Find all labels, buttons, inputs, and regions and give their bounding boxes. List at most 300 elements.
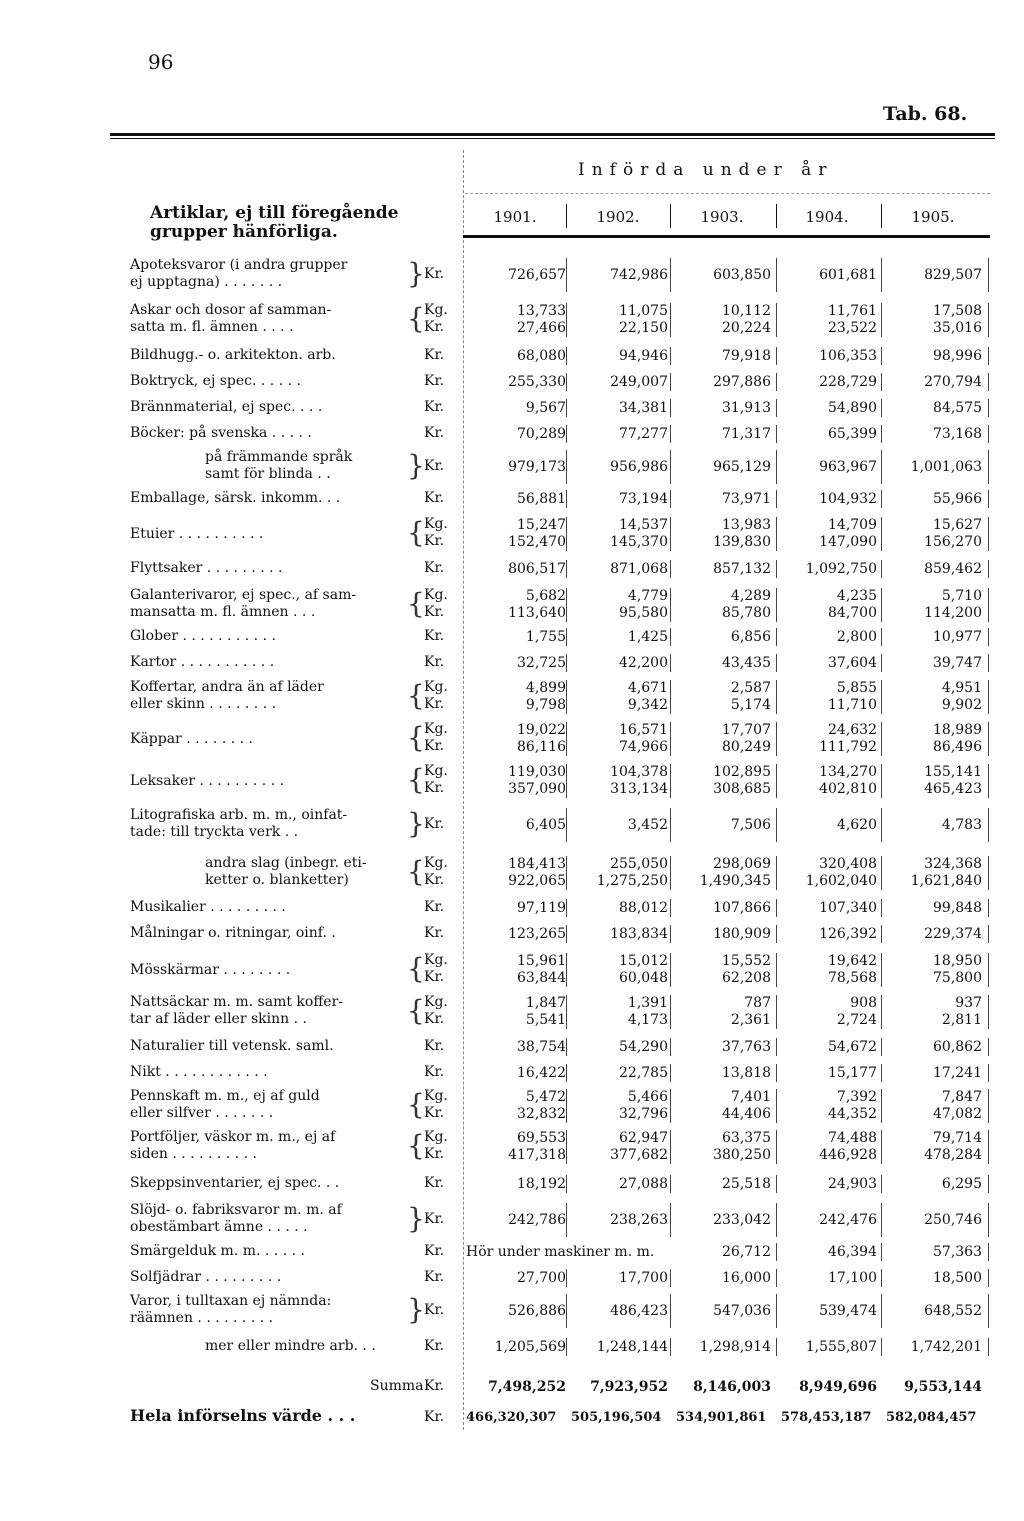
column-rule: [988, 1175, 989, 1193]
row-unit: Kg.: [424, 855, 448, 871]
column-rule: [776, 1089, 777, 1123]
brace-glyph: {: [407, 994, 425, 1027]
cell-value: 908: [850, 995, 877, 1011]
column-rule: [988, 1243, 989, 1261]
column-rule: [566, 399, 567, 417]
cell-value: 69,553: [517, 1130, 566, 1146]
cell-value: 806,517: [508, 561, 566, 577]
cell-value: 60,048: [619, 970, 668, 986]
column-rule: [988, 1203, 989, 1237]
cell-value: 2,811: [941, 1012, 982, 1028]
cell-value: 80,249: [722, 739, 771, 755]
row-label: Koffertar, andra än af läder: [130, 679, 324, 695]
row-label: Apoteksvaror (i andra grupper: [130, 257, 348, 273]
cell-value: 13,818: [722, 1065, 771, 1081]
column-rule: [776, 303, 777, 337]
column-rule: [776, 764, 777, 798]
row-unit: Kr.: [424, 899, 445, 915]
column-rule: [670, 856, 671, 890]
cell-value: 9,342: [627, 697, 668, 713]
row-label: Skeppsinventarier, ej spec. . .: [130, 1175, 340, 1191]
cell-value: 107,866: [713, 900, 771, 916]
cell-value: 102,895: [713, 764, 771, 780]
row-unit: Kr.: [424, 1146, 445, 1162]
column-rule: [881, 347, 882, 365]
cell-value: 27,700: [517, 1270, 566, 1286]
cell-value: 486,423: [610, 1303, 668, 1319]
row-label: mansatta m. fl. ämnen . . .: [130, 604, 316, 620]
row-unit: Kr.: [424, 373, 445, 389]
column-rule: [670, 1089, 671, 1123]
row-label: Pennskaft m. m., ej af guld: [130, 1088, 320, 1104]
cell-value: 1,555,807: [805, 1339, 877, 1355]
column-rule: [776, 654, 777, 672]
column-rule: [776, 953, 777, 987]
column-rule: [776, 856, 777, 890]
column-rule: [881, 1243, 882, 1261]
column-rule: [881, 1338, 882, 1356]
column-rule: [566, 303, 567, 337]
cell-value: 1,742,201: [910, 1339, 982, 1355]
row-label: Emballage, särsk. inkomm. . .: [130, 490, 341, 506]
cell-value: 1,621,840: [910, 873, 982, 889]
cell-value: 73,168: [933, 426, 982, 442]
brace-glyph: }: [407, 1293, 425, 1326]
column-rule: [776, 1294, 777, 1328]
column-rule: [566, 373, 567, 391]
cell-value: 648,552: [924, 1303, 982, 1319]
table-row: [0, 1130, 1024, 1164]
column-rule: [988, 680, 989, 714]
column-rule: [566, 258, 567, 292]
column-rule: [670, 425, 671, 443]
column-rule: [776, 1064, 777, 1082]
row-unit: Kr.: [424, 628, 445, 644]
cell-value: 111,792: [819, 739, 877, 755]
cell-value: 98,996: [933, 348, 982, 364]
column-rule: [566, 588, 567, 622]
summa-row: [0, 1377, 1024, 1397]
row-unit: Kg.: [424, 721, 448, 737]
cell-value: 27,466: [517, 320, 566, 336]
cell-value: 56,881: [517, 491, 566, 507]
column-rule: [566, 764, 567, 798]
cell-value: 24,632: [828, 722, 877, 738]
brace-glyph: {: [407, 679, 425, 712]
cell-value: 5,174: [730, 697, 771, 713]
column-rule: [566, 722, 567, 756]
cell-value: 147,090: [819, 534, 877, 550]
column-rule: [670, 490, 671, 508]
cell-value: 5,710: [941, 588, 982, 604]
column-rule: [670, 808, 671, 842]
cell-value: 4,289: [730, 588, 771, 604]
cell-value: 297,886: [713, 374, 771, 390]
row-unit: Kr.: [424, 560, 445, 576]
year-divider: [566, 204, 567, 228]
cell-value: 4,620: [836, 817, 877, 833]
row-label: Bildhugg.- o. arkitekton. arb.: [130, 347, 336, 363]
row-unit: Kg.: [424, 1088, 448, 1104]
cell-value: 859,462: [924, 561, 982, 577]
cell-value: 34,381: [619, 400, 668, 416]
cell-value: 1,490,345: [699, 873, 771, 889]
column-rule: [988, 764, 989, 798]
brace-glyph: }: [407, 1202, 425, 1235]
column-rule: [670, 722, 671, 756]
table-row: [0, 1175, 1024, 1193]
row-label: Musikalier . . . . . . . . .: [130, 899, 286, 915]
column-rule: [881, 1130, 882, 1164]
column-rule: [670, 764, 671, 798]
header-divider: [465, 193, 990, 195]
column-rule: [988, 654, 989, 672]
brace-glyph: }: [407, 449, 425, 482]
column-rule: [670, 303, 671, 337]
cell-value: 73,971: [722, 491, 771, 507]
cell-value: 1,275,250: [596, 873, 668, 889]
column-rule: [566, 490, 567, 508]
table-row: [0, 654, 1024, 672]
table-row: [0, 764, 1024, 798]
cell-value: 63,844: [517, 970, 566, 986]
column-rule: [988, 856, 989, 890]
row-label: Galanterivaror, ej spec., af sam-: [130, 587, 357, 603]
column-rule: [776, 399, 777, 417]
cell-value: 15,627: [933, 517, 982, 533]
cell-value: 183,834: [610, 926, 668, 942]
cell-value: 16,000: [722, 1270, 771, 1286]
row-unit: Kg.: [424, 516, 448, 532]
column-rule: [988, 1130, 989, 1164]
column-rule: [988, 490, 989, 508]
column-rule: [776, 373, 777, 391]
cell-value: 270,794: [924, 374, 982, 390]
cell-value: 44,406: [722, 1106, 771, 1122]
column-rule: [566, 856, 567, 890]
column-rule: [881, 654, 882, 672]
row-unit: Kr.: [424, 319, 445, 335]
cell-value: 97,119: [517, 900, 566, 916]
row-unit: Kr.: [424, 425, 445, 441]
cell-value: 9,902: [941, 697, 982, 713]
row-unit: Kr.: [424, 738, 445, 754]
cell-value: 829,507: [924, 267, 982, 283]
cell-value: 54,672: [828, 1039, 877, 1055]
column-rule: [670, 1064, 671, 1082]
cell-value: 233,042: [713, 1212, 771, 1228]
cell-value: 65,399: [828, 426, 877, 442]
cell-value: 380,250: [713, 1147, 771, 1163]
column-rule: [566, 628, 567, 646]
table-row: [0, 1294, 1024, 1328]
column-rule: [776, 628, 777, 646]
year-header-1904: 1904.: [805, 208, 849, 226]
cell-value: 249,007: [610, 374, 668, 390]
row-label: Varor, i tulltaxan ej nämnda:: [130, 1293, 332, 1309]
column-rule: [776, 925, 777, 943]
cell-value: 14,537: [619, 517, 668, 533]
cell-value: 465,423: [924, 781, 982, 797]
cell-value: 965,129: [713, 459, 771, 475]
cell-value: 1,391: [627, 995, 668, 1011]
row-label: Solfjädrar . . . . . . . . .: [130, 1269, 282, 1285]
summa-value: 8,949,696: [799, 1379, 877, 1395]
cell-value: 32,796: [619, 1106, 668, 1122]
cell-value: 10,112: [722, 303, 771, 319]
column-rule: [988, 303, 989, 337]
cell-value: 4,783: [941, 817, 982, 833]
cell-value: 95,580: [619, 605, 668, 621]
column-rule: [988, 560, 989, 578]
cell-value: 104,378: [610, 764, 668, 780]
row-unit: Kr.: [424, 604, 445, 620]
cell-value: 478,284: [924, 1147, 982, 1163]
cell-value: 1,205,569: [494, 1339, 566, 1355]
cell-value: 23,522: [828, 320, 877, 336]
column-rule: [776, 1038, 777, 1056]
column-rule: [776, 1269, 777, 1287]
summa-value: 9,553,144: [904, 1379, 982, 1395]
cell-value: 1,602,040: [805, 873, 877, 889]
column-rule: [566, 1089, 567, 1123]
column-rule: [776, 517, 777, 551]
cell-value: 726,657: [508, 267, 566, 283]
cell-value: 27,088: [619, 1176, 668, 1192]
cell-value: 39,747: [933, 655, 982, 671]
cell-value: 255,330: [508, 374, 566, 390]
brace-glyph: {: [407, 721, 425, 754]
row-unit: Kr.: [424, 1105, 445, 1121]
table-row: [0, 347, 1024, 365]
cell-value: 2,361: [730, 1012, 771, 1028]
cell-value: 88,012: [619, 900, 668, 916]
table-row: [0, 856, 1024, 890]
cell-value: 25,518: [722, 1176, 771, 1192]
cell-value: 74,488: [828, 1130, 877, 1146]
column-rule: [988, 1089, 989, 1123]
row-unit: Kg.: [424, 763, 448, 779]
column-rule: [988, 1338, 989, 1356]
row-unit: Kr.: [424, 1038, 445, 1054]
column-rule: [881, 953, 882, 987]
cell-value: 2,800: [836, 629, 877, 645]
cell-value: 18,989: [933, 722, 982, 738]
column-rule: [776, 1338, 777, 1356]
total-import-label: Hela införselns värde . . .: [130, 1406, 356, 1425]
column-rule: [881, 722, 882, 756]
row-label: Leksaker . . . . . . . . . .: [130, 772, 285, 789]
column-rule: [881, 1038, 882, 1056]
column-rule: [670, 654, 671, 672]
row-label: Slöjd- o. fabriksvaror m. m. af: [130, 1202, 342, 1218]
column-rule: [988, 258, 989, 292]
cell-value: 19,642: [828, 953, 877, 969]
cell-value: 238,263: [610, 1212, 668, 1228]
column-rule: [988, 628, 989, 646]
table-row: [0, 1269, 1024, 1287]
cell-value: 1,755: [525, 629, 566, 645]
cell-value: 4,779: [627, 588, 668, 604]
cell-value: 32,725: [517, 655, 566, 671]
column-rule: [776, 425, 777, 443]
row-unit: Kr.: [424, 654, 445, 670]
cell-value: 106,353: [819, 348, 877, 364]
cell-value: 1,092,750: [805, 561, 877, 577]
row-unit: Kr.: [424, 1269, 445, 1285]
cell-value: 6,856: [730, 629, 771, 645]
column-rule: [881, 517, 882, 551]
cell-value: 17,700: [619, 1270, 668, 1286]
cell-value: 31,913: [722, 400, 771, 416]
cell-value: 228,729: [819, 374, 877, 390]
cell-value: 84,700: [828, 605, 877, 621]
cell-value: 1,248,144: [596, 1339, 668, 1355]
cell-value: 11,075: [619, 303, 668, 319]
table-row: [0, 722, 1024, 756]
cell-value: 16,422: [517, 1065, 566, 1081]
column-rule: [670, 680, 671, 714]
row-label: Naturalier till vetensk. saml.: [130, 1038, 334, 1054]
cell-value: 26,712: [722, 1244, 771, 1260]
row-label: Portföljer, väskor m. m., ej af: [130, 1129, 336, 1145]
total-import-unit: Kr.: [424, 1409, 445, 1425]
cell-value: 2,587: [730, 680, 771, 696]
cell-value: 139,830: [713, 534, 771, 550]
cell-value: 85,780: [722, 605, 771, 621]
column-rule: [881, 425, 882, 443]
column-rule: [566, 1064, 567, 1082]
row-unit: Kr.: [424, 925, 445, 941]
column-rule: [988, 995, 989, 1029]
column-rule: [566, 1175, 567, 1193]
summa-label: Summa: [370, 1378, 424, 1394]
cell-value: 4,899: [525, 680, 566, 696]
column-rule: [566, 995, 567, 1029]
column-rule: [670, 953, 671, 987]
cell-value: 107,340: [819, 900, 877, 916]
year-divider: [670, 204, 671, 228]
cell-value: 84,575: [933, 400, 982, 416]
row-unit: Kr.: [424, 872, 445, 888]
row-unit: Kg.: [424, 302, 448, 318]
cell-value: 922,065: [508, 873, 566, 889]
cell-value: 15,177: [828, 1065, 877, 1081]
column-rule: [670, 628, 671, 646]
column-rule: [881, 373, 882, 391]
cell-value: 37,604: [828, 655, 877, 671]
table-row: [0, 899, 1024, 917]
table-row: [0, 373, 1024, 391]
column-rule: [670, 258, 671, 292]
column-rule: [881, 856, 882, 890]
row-label: tar af läder eller skinn . .: [130, 1011, 307, 1027]
column-rule: [670, 925, 671, 943]
brace-glyph: {: [407, 516, 425, 549]
column-rule: [988, 722, 989, 756]
column-rule: [566, 953, 567, 987]
cell-value: 68,080: [517, 348, 566, 364]
table-row: [0, 1038, 1024, 1056]
brace-glyph: {: [407, 302, 425, 335]
row-label: eller skinn . . . . . . . .: [130, 696, 277, 712]
cell-value: 324,368: [924, 856, 982, 872]
cell-value: 86,496: [933, 739, 982, 755]
cell-value: 71,317: [722, 426, 771, 442]
cell-value: 242,786: [508, 1212, 566, 1228]
row-label: Askar och dosor af samman-: [130, 302, 332, 318]
row-label: Litografiska arb. m. m., oinfat-: [130, 807, 348, 823]
table-row: [0, 258, 1024, 292]
summa-value: 7,923,952: [590, 1379, 668, 1395]
table-row: [0, 490, 1024, 508]
row-label: tade: till tryckta verk . .: [130, 824, 299, 840]
cell-value: 956,986: [610, 459, 668, 475]
row-unit: Kr.: [424, 266, 445, 282]
cell-value: 979,173: [508, 459, 566, 475]
row-label: ketter o. blanketter): [205, 872, 349, 888]
cell-value: 4,951: [941, 680, 982, 696]
cell-value: 62,947: [619, 1130, 668, 1146]
total-import-value: 466,320,307: [466, 1410, 557, 1425]
row-unit: Kg.: [424, 587, 448, 603]
table-row: [0, 680, 1024, 714]
table-row: [0, 925, 1024, 943]
column-rule: [670, 1038, 671, 1056]
row-unit: Kr.: [424, 780, 445, 796]
year-divider: [776, 204, 777, 228]
table-row: [0, 628, 1024, 646]
summa-unit: Kr.: [424, 1378, 445, 1394]
cell-value: 6,295: [941, 1176, 982, 1192]
cell-value: 4,235: [836, 588, 877, 604]
cell-value: 123,265: [508, 926, 566, 942]
column-rule: [988, 953, 989, 987]
cell-value: 742,986: [610, 267, 668, 283]
row-unit: Kr.: [424, 458, 445, 474]
column-rule: [566, 1338, 567, 1356]
row-unit: Kr.: [424, 816, 445, 832]
cell-value: 7,847: [941, 1089, 982, 1105]
cell-value: 16,571: [619, 722, 668, 738]
header-thick-rule: [463, 235, 990, 238]
cell-value: 313,134: [610, 781, 668, 797]
cell-value: 113,640: [508, 605, 566, 621]
row-note: Hör under maskiner m. m.: [466, 1244, 655, 1260]
cell-value: 15,012: [619, 953, 668, 969]
cell-value: 15,961: [517, 953, 566, 969]
row-unit: Kr.: [424, 1243, 445, 1259]
column-rule: [776, 490, 777, 508]
column-rule: [566, 654, 567, 672]
cell-value: 17,707: [722, 722, 771, 738]
table-row: [0, 303, 1024, 337]
cell-value: 44,352: [828, 1106, 877, 1122]
table-row: [0, 1064, 1024, 1082]
row-unit: Kr.: [424, 1302, 445, 1318]
cell-value: 13,733: [517, 303, 566, 319]
row-unit: Kr.: [424, 1175, 445, 1191]
cell-value: 4,671: [627, 680, 668, 696]
row-label: räämnen . . . . . . . . .: [130, 1310, 274, 1326]
brace-glyph: {: [407, 587, 425, 620]
column-rule: [670, 1269, 671, 1287]
column-rule: [776, 995, 777, 1029]
row-unit: Kg.: [424, 1129, 448, 1145]
column-rule: [881, 1175, 882, 1193]
total-import-value: 582,084,457: [886, 1410, 977, 1425]
cell-value: 22,150: [619, 320, 668, 336]
